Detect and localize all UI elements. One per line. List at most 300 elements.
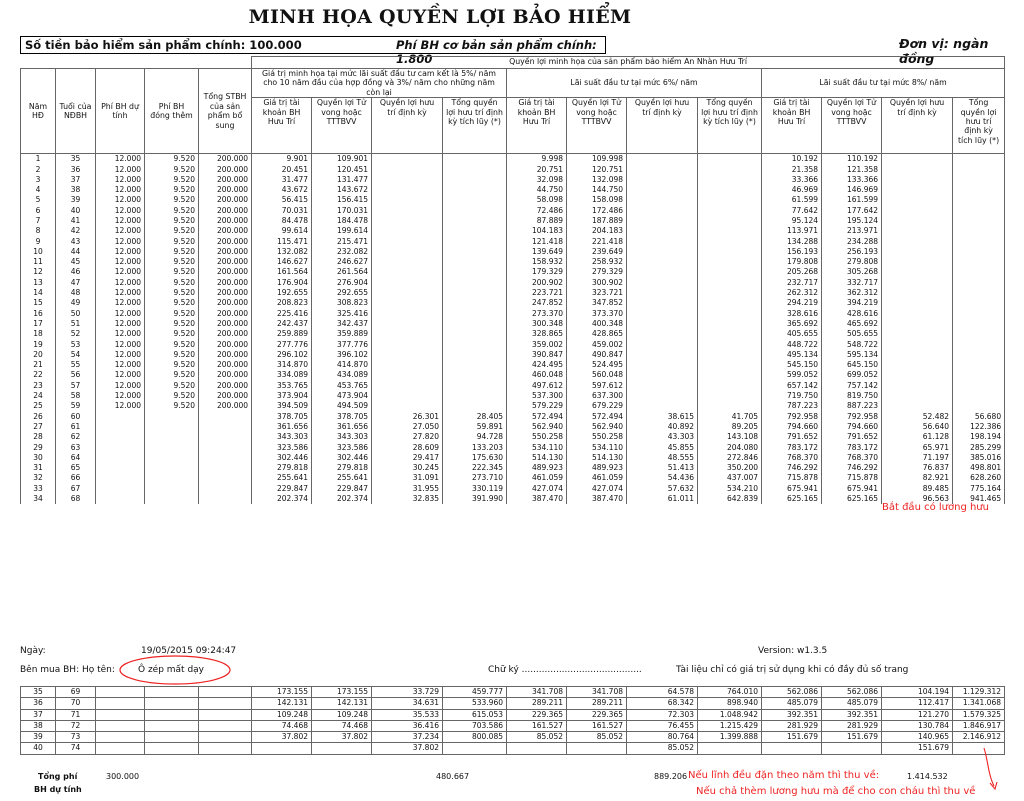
table-cell xyxy=(953,391,1005,401)
table-cell xyxy=(199,412,252,422)
table-cell: 460.048 xyxy=(507,370,567,380)
table-cell xyxy=(443,165,507,175)
totals-label-1: Tổng phí xyxy=(38,772,78,781)
table-cell xyxy=(953,185,1005,195)
table-cell xyxy=(443,340,507,350)
table-cell: 35 xyxy=(56,154,96,165)
table-cell: 246.627 xyxy=(312,257,372,267)
table-cell xyxy=(199,709,252,720)
table-cell xyxy=(199,687,252,698)
table-cell: 615.053 xyxy=(443,709,507,720)
table-cell: 200.000 xyxy=(199,360,252,370)
table-cell xyxy=(953,154,1005,165)
table-cell: 132.098 xyxy=(567,175,627,185)
table-row xyxy=(21,494,1005,504)
table-cell: 84.478 xyxy=(252,216,312,226)
table-cell xyxy=(145,720,199,731)
table-cell: 9.520 xyxy=(145,267,199,277)
table-cell: 385.016 xyxy=(953,453,1005,463)
table-cell xyxy=(627,154,698,165)
table-cell: 3 xyxy=(21,175,56,185)
col-tong-ql-c: Tổng quyền lợi hưu trí định kỳ tích lũy (*) xyxy=(953,98,1005,154)
table-cell xyxy=(627,185,698,195)
table-cell: 109.901 xyxy=(312,154,372,165)
table-row xyxy=(21,267,1005,277)
table-cell: 71.197 xyxy=(882,453,953,463)
table-cell: 61.011 xyxy=(627,494,698,504)
table-cell: 359.889 xyxy=(312,329,372,339)
table-cell: 328.616 xyxy=(762,309,822,319)
table-cell: 9.520 xyxy=(145,381,199,391)
table-cell: 255.641 xyxy=(312,473,372,483)
table-cell xyxy=(372,185,443,195)
table-cell xyxy=(145,443,199,453)
table-cell: 134.288 xyxy=(762,237,822,247)
table-cell: 675.941 xyxy=(762,484,822,494)
table-cell: 279.818 xyxy=(312,463,372,473)
table-cell: 36 xyxy=(56,165,96,175)
table-cell: 158.932 xyxy=(507,257,567,267)
table-cell: 12.000 xyxy=(96,226,145,236)
table-cell: 359.002 xyxy=(507,340,567,350)
table-cell: 9.520 xyxy=(145,195,199,205)
table-cell xyxy=(145,463,199,473)
table-cell: 48.555 xyxy=(627,453,698,463)
table-cell xyxy=(372,278,443,288)
table-cell: 699.052 xyxy=(822,370,882,380)
table-cell xyxy=(882,391,953,401)
table-cell xyxy=(953,237,1005,247)
table-cell xyxy=(443,206,507,216)
table-cell xyxy=(627,247,698,257)
col-ql-huu-tri-c: Quyền lợi hưu trí định kỳ xyxy=(882,98,953,154)
table-cell xyxy=(698,381,762,391)
table-cell: 791.652 xyxy=(822,432,882,442)
table-cell: 305.268 xyxy=(822,267,882,277)
table-cell: 57 xyxy=(56,381,96,391)
table-cell: 71 xyxy=(56,709,96,720)
table-cell xyxy=(372,288,443,298)
table-cell: 453.765 xyxy=(312,381,372,391)
table-cell: 200.000 xyxy=(199,267,252,277)
table-cell: 794.660 xyxy=(762,422,822,432)
table-cell: 151.679 xyxy=(882,743,953,754)
table-cell xyxy=(698,340,762,350)
annotation-start-pension: Bắt đầu có lương hưu xyxy=(882,502,989,513)
date-value: 19/05/2015 09:24:47 xyxy=(141,646,237,656)
table-cell xyxy=(372,350,443,360)
table-cell xyxy=(627,165,698,175)
table-cell xyxy=(443,401,507,411)
table-cell xyxy=(96,709,145,720)
table-cell: 794.660 xyxy=(822,422,882,432)
table-cell: 130.784 xyxy=(882,720,953,731)
table-cell: 43.672 xyxy=(252,185,312,195)
table-cell: 272.846 xyxy=(698,453,762,463)
table-cell: 27.050 xyxy=(372,422,443,432)
table-cell: 215.471 xyxy=(312,237,372,247)
table-cell xyxy=(953,340,1005,350)
table-cell: 562.940 xyxy=(507,422,567,432)
table-cell: 258.932 xyxy=(567,257,627,267)
table-cell: 37.802 xyxy=(372,743,443,754)
table-cell: 330.119 xyxy=(443,484,507,494)
table-cell: 146.627 xyxy=(252,257,312,267)
table-cell xyxy=(567,743,627,754)
table-cell xyxy=(507,743,567,754)
table-cell: 41.705 xyxy=(698,412,762,422)
table-cell: 64.578 xyxy=(627,687,698,698)
table-cell: 24 xyxy=(21,391,56,401)
table-cell: 200.000 xyxy=(199,175,252,185)
table-cell: 572.494 xyxy=(507,412,567,422)
table-cell: 9.520 xyxy=(145,247,199,257)
table-cell: 391.990 xyxy=(443,494,507,504)
table-cell: 562.086 xyxy=(822,687,882,698)
table-cell: 47 xyxy=(56,278,96,288)
table-cell: 597.612 xyxy=(567,381,627,391)
table-cell: 12.000 xyxy=(96,185,145,195)
table-cell: 10.192 xyxy=(762,154,822,165)
table-cell: 20 xyxy=(21,350,56,360)
table-cell: 485.079 xyxy=(762,698,822,709)
table-cell: 10 xyxy=(21,247,56,257)
col-tuoi: Tuổi của NĐBH xyxy=(56,69,96,154)
table-cell xyxy=(698,278,762,288)
table-cell xyxy=(372,267,443,277)
table-row xyxy=(21,370,1005,380)
table-cell: 12.000 xyxy=(96,247,145,257)
col-tong-ql-a: Tổng quyền lợi hưu trí định kỳ tích lũy (*) xyxy=(443,98,507,154)
table-cell: 12.000 xyxy=(96,206,145,216)
table-cell xyxy=(698,329,762,339)
table-cell xyxy=(96,463,145,473)
table-cell: 38.615 xyxy=(627,412,698,422)
table-cell xyxy=(372,195,443,205)
table-row xyxy=(21,175,1005,185)
table-cell xyxy=(199,743,252,754)
table-cell: 323.586 xyxy=(312,443,372,453)
table-cell xyxy=(627,298,698,308)
buyer-name: Ô zép mất dạy xyxy=(138,665,205,675)
table-cell: 33 xyxy=(21,484,56,494)
table-cell xyxy=(882,226,953,236)
table-cell: 200.000 xyxy=(199,288,252,298)
table-cell: 58.098 xyxy=(507,195,567,205)
table-cell: 20.451 xyxy=(252,165,312,175)
table-cell: 74.468 xyxy=(252,720,312,731)
table-cell: 764.010 xyxy=(698,687,762,698)
table-cell xyxy=(372,206,443,216)
table-cell: 9.520 xyxy=(145,360,199,370)
table-cell xyxy=(372,154,443,165)
table-cell xyxy=(443,175,507,185)
table-cell: 427.074 xyxy=(567,484,627,494)
table-cell: 158.098 xyxy=(567,195,627,205)
table-cell: 387.470 xyxy=(507,494,567,504)
table-cell: 40 xyxy=(21,743,56,754)
table-cell: 12.000 xyxy=(96,216,145,226)
table-cell: 184.478 xyxy=(312,216,372,226)
table-row xyxy=(21,720,1005,731)
annotation-arrow xyxy=(966,744,1006,794)
table-cell: 41 xyxy=(56,216,96,226)
table-cell: 12 xyxy=(21,267,56,277)
table-cell xyxy=(372,309,443,319)
table-cell: 58 xyxy=(56,391,96,401)
table-cell xyxy=(627,278,698,288)
table-cell: 52 xyxy=(56,329,96,339)
table-cell: 70.031 xyxy=(252,206,312,216)
table-cell: 494.509 xyxy=(312,401,372,411)
table-cell: 200.000 xyxy=(199,247,252,257)
table-cell: 768.370 xyxy=(822,453,882,463)
table-cell: 414.870 xyxy=(312,360,372,370)
col-gt-tai-khoan-c: Giá trị tài khoản BH Hưu Trí xyxy=(762,98,822,154)
table-cell: 21.358 xyxy=(762,165,822,175)
table-cell xyxy=(953,216,1005,226)
table-cell: 121.270 xyxy=(882,709,953,720)
table-cell: 12.000 xyxy=(96,288,145,298)
table-cell xyxy=(443,247,507,257)
table-cell xyxy=(96,720,145,731)
table-row xyxy=(21,206,1005,216)
table-cell xyxy=(443,288,507,298)
table-cell: 9.998 xyxy=(507,154,567,165)
table-cell: 256.193 xyxy=(822,247,882,257)
table-cell: 378.705 xyxy=(312,412,372,422)
table-cell: 232.717 xyxy=(762,278,822,288)
table-cell: 562.086 xyxy=(762,687,822,698)
table-cell: 9.520 xyxy=(145,350,199,360)
table-cell: 133.366 xyxy=(822,175,882,185)
table-cell: 85.052 xyxy=(507,732,567,743)
table-cell: 625.165 xyxy=(822,494,882,504)
table-cell: 26 xyxy=(21,412,56,422)
table-cell: 775.164 xyxy=(953,484,1005,494)
table-cell: 292.655 xyxy=(312,288,372,298)
table-cell: 12.000 xyxy=(96,237,145,247)
table-cell: 534.110 xyxy=(507,443,567,453)
table-cell: 69 xyxy=(56,687,96,698)
table-cell xyxy=(443,381,507,391)
table-cell xyxy=(698,175,762,185)
table-cell: 173.155 xyxy=(312,687,372,698)
table-cell: 473.904 xyxy=(312,391,372,401)
table-cell: 448.722 xyxy=(762,340,822,350)
table-cell: 898.940 xyxy=(698,698,762,709)
table-cell: 34 xyxy=(21,494,56,504)
table-cell: 657.142 xyxy=(762,381,822,391)
table-cell: 89.205 xyxy=(698,422,762,432)
sum-insured: Số tiền bảo hiểm sản phẩm chính: 100.000 xyxy=(25,38,302,52)
table-cell: 792.958 xyxy=(762,412,822,422)
table-cell: 67 xyxy=(56,484,96,494)
table-cell: 72.303 xyxy=(627,709,698,720)
table-cell xyxy=(443,298,507,308)
table-cell: 200.000 xyxy=(199,195,252,205)
table-cell: 109.248 xyxy=(252,709,312,720)
group-b-header: Lãi suất đầu tư tại mức 6%/ năm xyxy=(507,69,762,98)
table-row xyxy=(21,401,1005,411)
table-cell: 109.998 xyxy=(567,154,627,165)
table-cell: 424.495 xyxy=(507,360,567,370)
annotation-if-left: Nếu chả thèm lương hưu mà để cho con cháu thì thu về xyxy=(696,786,976,797)
signature-line: Chữ ký .......................................... xyxy=(488,665,642,675)
table-cell xyxy=(627,237,698,247)
table-cell: 66 xyxy=(56,473,96,483)
table-cell: 205.268 xyxy=(762,267,822,277)
table-cell: 68 xyxy=(56,494,96,504)
table-cell: 110.192 xyxy=(822,154,882,165)
table-cell: 37.234 xyxy=(372,732,443,743)
table-cell: 37.802 xyxy=(252,732,312,743)
buyer-label: Bên mua BH: Họ tên: xyxy=(20,665,115,675)
table-cell: 9.520 xyxy=(145,154,199,165)
table-row xyxy=(21,422,1005,432)
table-cell: 39 xyxy=(56,195,96,205)
table-cell: 341.708 xyxy=(507,687,567,698)
table-cell: 459.777 xyxy=(443,687,507,698)
table-cell: 489.923 xyxy=(567,463,627,473)
table-cell: 45.855 xyxy=(627,443,698,453)
table-cell: 373.370 xyxy=(567,309,627,319)
table-cell: 28.405 xyxy=(443,412,507,422)
table-cell: 350.200 xyxy=(698,463,762,473)
table-cell: 341.708 xyxy=(567,687,627,698)
table-cell: 9.901 xyxy=(252,154,312,165)
table-row xyxy=(21,473,1005,483)
table-cell: 200.000 xyxy=(199,298,252,308)
table-cell xyxy=(199,463,252,473)
table-cell xyxy=(953,360,1005,370)
table-cell: 941.465 xyxy=(953,494,1005,504)
table-cell: 715.878 xyxy=(762,473,822,483)
table-cell: 31.477 xyxy=(252,175,312,185)
table-cell xyxy=(627,401,698,411)
table-cell xyxy=(443,216,507,226)
table-cell: 208.823 xyxy=(252,298,312,308)
table-cell: 1.399.888 xyxy=(698,732,762,743)
table-cell: 72 xyxy=(56,720,96,731)
table-row xyxy=(21,463,1005,473)
table-cell: 142.131 xyxy=(312,698,372,709)
table-cell: 200.000 xyxy=(199,391,252,401)
table-cell: 4 xyxy=(21,185,56,195)
table-cell: 1.129.312 xyxy=(953,687,1005,698)
table-cell: 247.852 xyxy=(507,298,567,308)
table-cell: 22 xyxy=(21,370,56,380)
table-cell: 642.839 xyxy=(698,494,762,504)
table-cell xyxy=(145,484,199,494)
table-cell: 550.258 xyxy=(567,432,627,442)
table-cell: 562.940 xyxy=(567,422,627,432)
table-cell: 30 xyxy=(21,453,56,463)
table-cell: 768.370 xyxy=(762,453,822,463)
table-cell: 302.446 xyxy=(252,453,312,463)
table-cell xyxy=(698,206,762,216)
table-cell xyxy=(627,319,698,329)
table-cell xyxy=(443,195,507,205)
table-cell xyxy=(627,267,698,277)
table-cell: 595.134 xyxy=(822,350,882,360)
table-cell xyxy=(882,267,953,277)
table-cell: 198.194 xyxy=(953,432,1005,442)
col-ql-tu-vong-a: Quyền lợi Tử vong hoặc TTTBVV xyxy=(312,98,372,154)
table-cell: 9.520 xyxy=(145,206,199,216)
table-cell: 21 xyxy=(21,360,56,370)
col-tong-stbh: Tổng STBH của sản phẩm bổ sung xyxy=(199,69,252,154)
table-cell: 628.260 xyxy=(953,473,1005,483)
table-cell: 12.000 xyxy=(96,329,145,339)
table-cell: 323.586 xyxy=(252,443,312,453)
table-cell: 74 xyxy=(56,743,96,754)
table-cell: 12.000 xyxy=(96,350,145,360)
table-cell xyxy=(882,216,953,226)
table-cell: 645.150 xyxy=(822,360,882,370)
table-cell: 427.074 xyxy=(507,484,567,494)
table-row xyxy=(21,391,1005,401)
table-cell: 200.000 xyxy=(199,329,252,339)
table-cell xyxy=(199,732,252,743)
table-cell xyxy=(882,329,953,339)
table-cell: 173.155 xyxy=(252,687,312,698)
table-cell xyxy=(698,288,762,298)
table-cell: 64 xyxy=(56,453,96,463)
table-cell: 485.079 xyxy=(822,698,882,709)
table-row xyxy=(21,247,1005,257)
table-cell: 637.300 xyxy=(567,391,627,401)
table-cell: 560.048 xyxy=(567,370,627,380)
table-cell: 74.468 xyxy=(312,720,372,731)
table-row xyxy=(21,165,1005,175)
table-cell xyxy=(627,309,698,319)
table-cell: 719.750 xyxy=(762,391,822,401)
table-cell xyxy=(953,298,1005,308)
table-cell: 9.520 xyxy=(145,401,199,411)
table-cell: 12.000 xyxy=(96,267,145,277)
table-cell: 223.721 xyxy=(507,288,567,298)
table-cell xyxy=(627,370,698,380)
table-cell: 82.921 xyxy=(882,473,953,483)
table-cell: 200.000 xyxy=(199,309,252,319)
table-cell: 791.652 xyxy=(762,432,822,442)
table-cell xyxy=(882,319,953,329)
table-cell: 65 xyxy=(56,463,96,473)
table-cell: 9.520 xyxy=(145,288,199,298)
table-cell: 281.929 xyxy=(822,720,882,731)
table-cell xyxy=(96,743,145,754)
table-cell xyxy=(627,257,698,267)
table-cell: 56.680 xyxy=(953,412,1005,422)
table-cell: 12.000 xyxy=(96,175,145,185)
table-cell xyxy=(698,165,762,175)
page-title: MINH HỌA QUYỀN LỢI BẢO HIỂM xyxy=(248,6,632,28)
table-cell: 800.085 xyxy=(443,732,507,743)
table-cell xyxy=(627,226,698,236)
table-cell: 112.417 xyxy=(882,698,953,709)
table-cell xyxy=(698,154,762,165)
table-cell xyxy=(627,381,698,391)
table-cell: 35.533 xyxy=(372,709,443,720)
table-cell: 179.808 xyxy=(762,257,822,267)
table-cell xyxy=(372,298,443,308)
table-cell xyxy=(953,226,1005,236)
table-cell xyxy=(627,175,698,185)
table-cell: 179.329 xyxy=(507,267,567,277)
benefit-table xyxy=(20,56,1005,504)
table-cell xyxy=(145,709,199,720)
